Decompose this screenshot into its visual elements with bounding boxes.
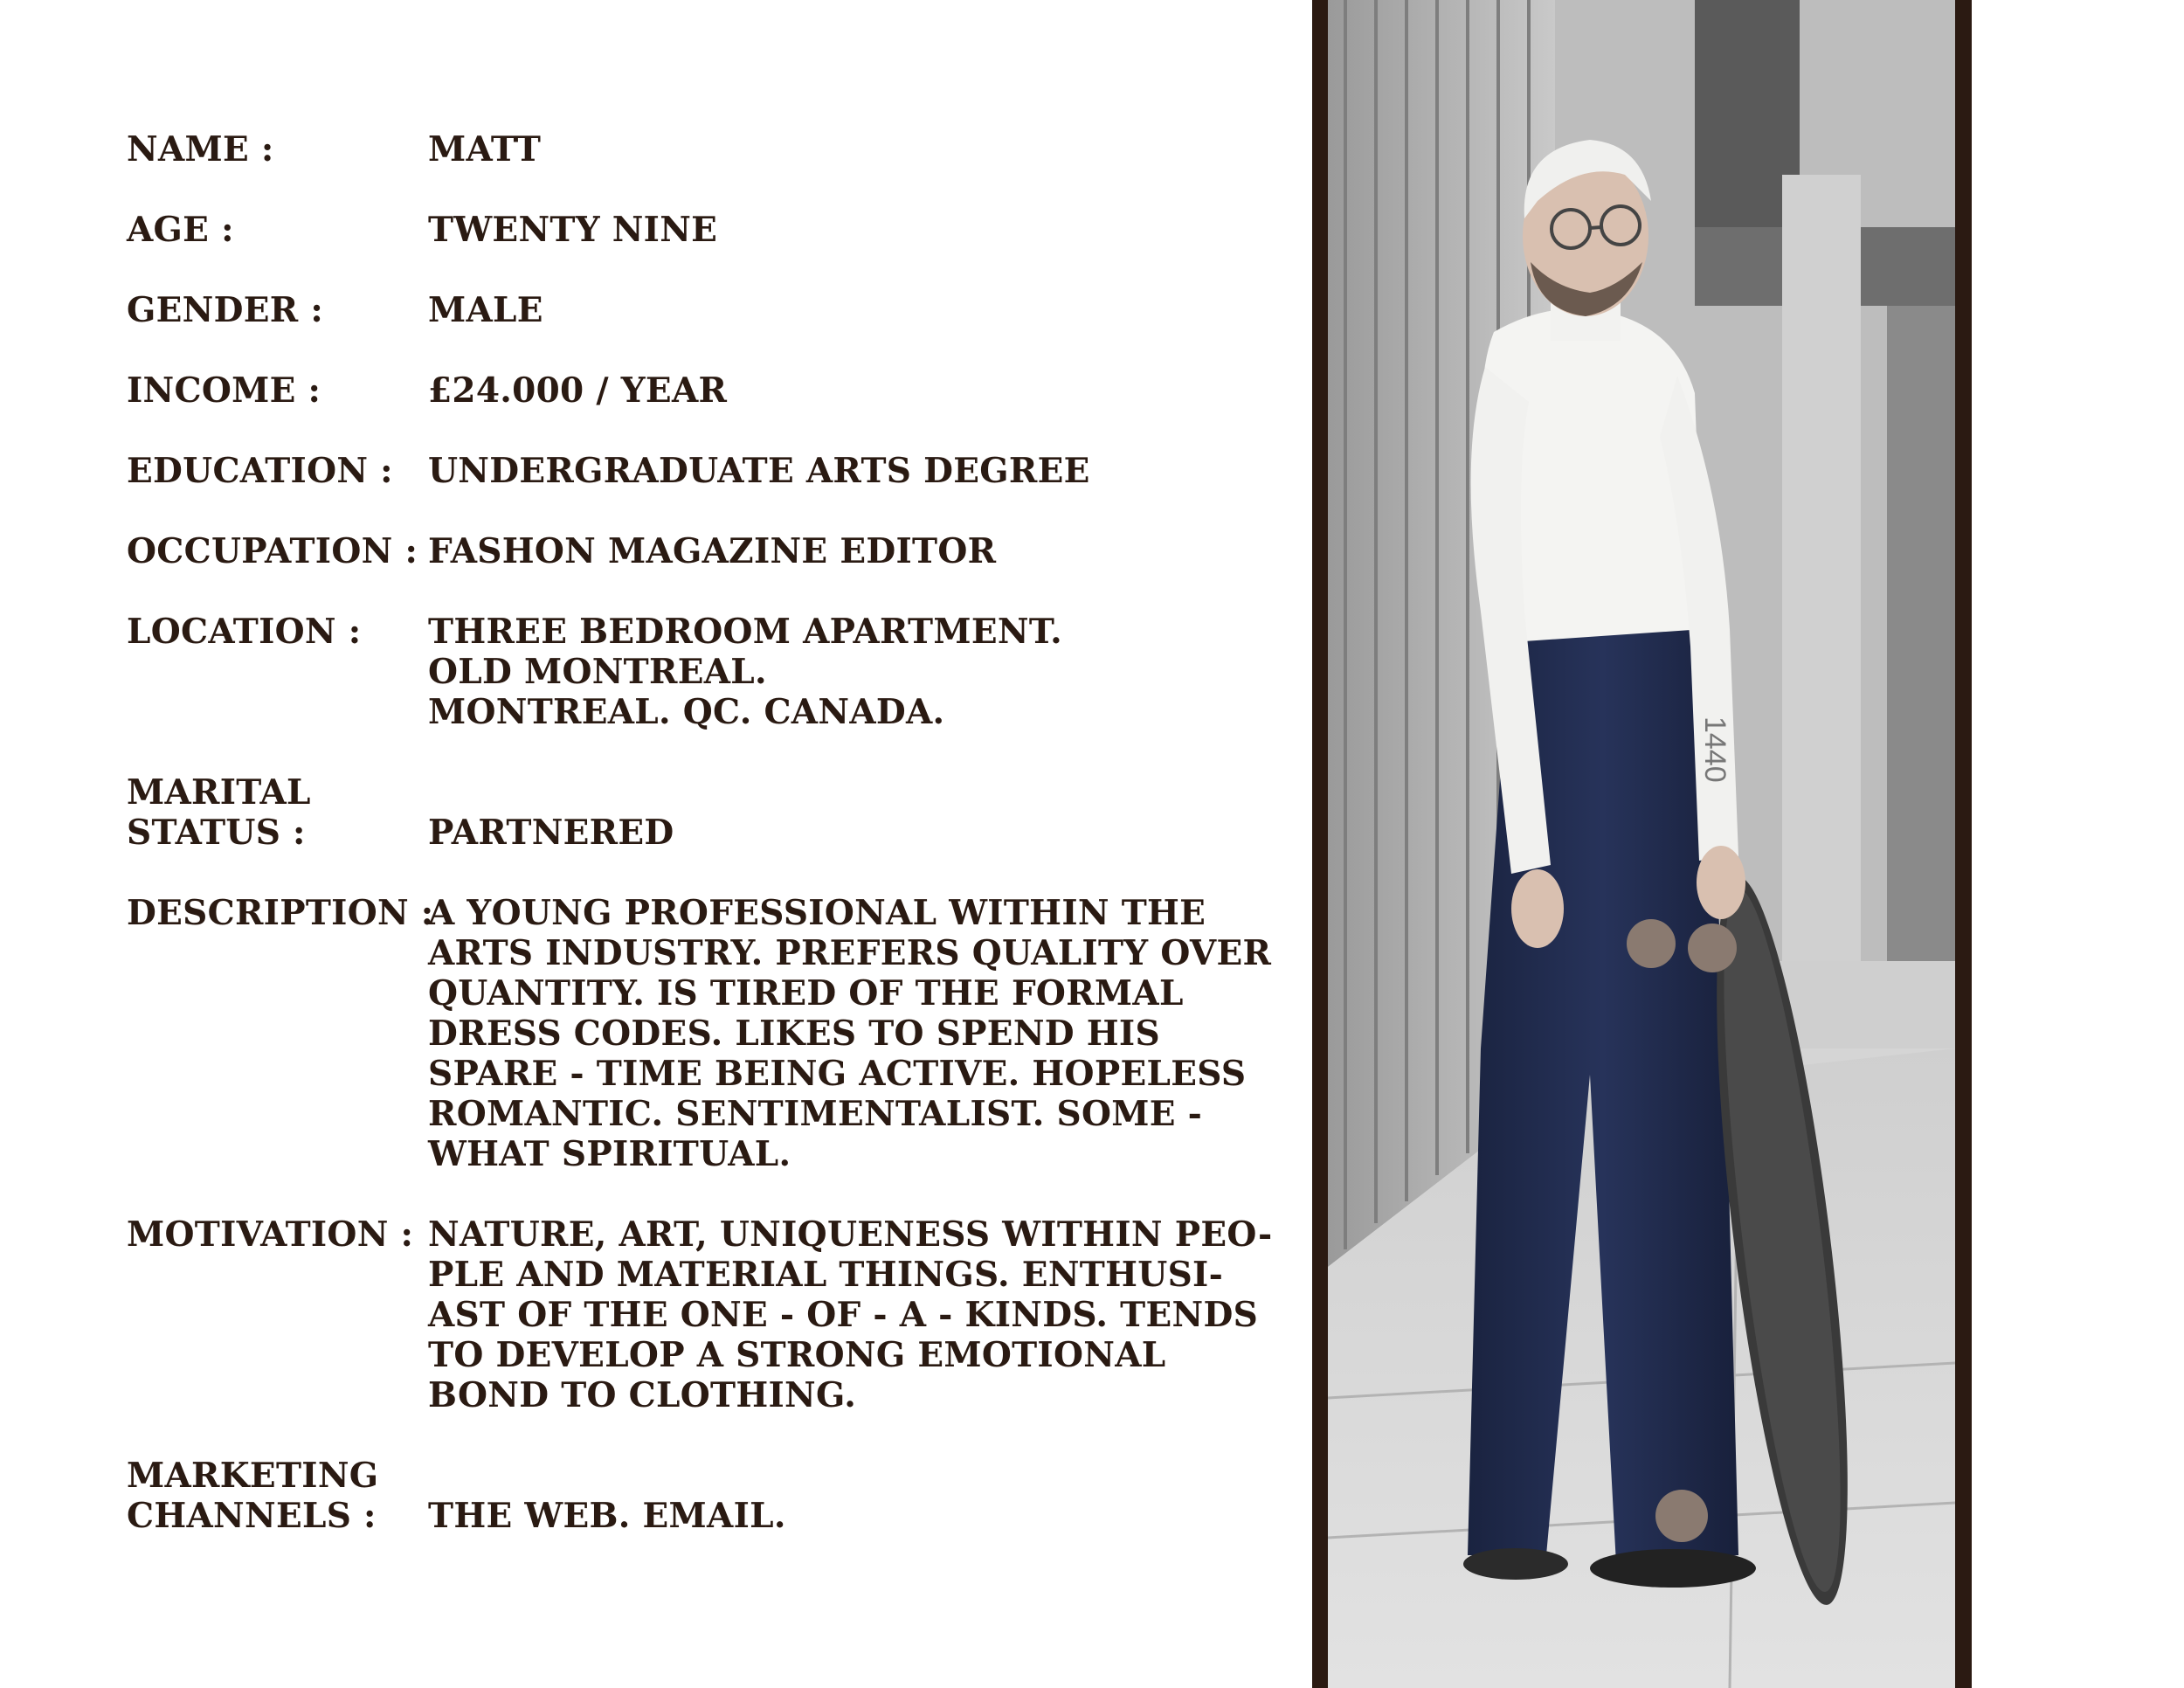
row-occupation	[127, 531, 1297, 571]
income-label: INCOME :	[127, 370, 321, 411]
row-gender	[127, 290, 1297, 330]
education-label: EDUCATION :	[127, 451, 393, 491]
row-name	[127, 129, 1297, 169]
location-value: THREE BEDROOM APARTMENT. OLD MONTREAL. MONTREAL. QC. CANADA.	[428, 612, 1062, 732]
photo-illustration	[1328, 0, 1955, 1688]
gender-value: MALE	[428, 290, 543, 330]
occupation-label: OCCUPATION :	[127, 531, 418, 571]
description-value: A YOUNG PROFESSIONAL WITHIN THE ARTS INDUSTRY. PREFERS QUALITY OVER QUANTITY. IS TIRED OF THE FORMAL DRESS CODES. LIKES TO SPEND HIS SPARE - TIME BEING ACTIVE. HOPELESS ROMANTIC. SENTIMENTALIST. SOME - WHAT SPIRITUAL.	[428, 893, 1272, 1174]
marketing-channels-label: MARKETING CHANNELS :	[127, 1456, 379, 1536]
name-value: MATT	[428, 129, 542, 169]
marital-status-label: MARITAL STATUS :	[127, 772, 311, 853]
photo-frame	[1312, 0, 1972, 1688]
row-income	[127, 370, 1297, 411]
row-marketing-channels	[127, 1456, 1297, 1536]
marital-status-value: PARTNERED	[428, 813, 674, 853]
age-label: AGE :	[127, 210, 234, 250]
persona-details	[127, 129, 1297, 1576]
motivation-value: NATURE, ART, UNIQUENESS WITHIN PEO- PLE AND MATERIAL THINGS. ENTHUSI- AST OF THE ONE - OF - A - KINDS. TENDS TO DEVELOP A STRONG EMOTIONAL BOND TO CLOTHING.	[428, 1214, 1273, 1415]
row-marital-status	[127, 772, 1297, 853]
marketing-channels-value: THE WEB. EMAIL.	[428, 1496, 786, 1536]
row-motivation	[127, 1214, 1297, 1415]
motivation-label: MOTIVATION :	[127, 1214, 414, 1255]
income-value: £24.000 / YEAR	[428, 370, 728, 411]
age-value: TWENTY NINE	[428, 210, 718, 250]
row-age	[127, 210, 1297, 250]
name-label: NAME :	[127, 129, 274, 169]
gender-label: GENDER :	[127, 290, 324, 330]
sleeve-text: 1440	[1698, 716, 1731, 783]
row-education	[127, 451, 1297, 491]
man-with-longboard-photo	[1328, 0, 1955, 1688]
description-label: DESCRIPTION :	[127, 893, 434, 933]
occupation-value: FASHON MAGAZINE EDITOR	[428, 531, 997, 571]
row-description	[127, 893, 1297, 1174]
row-location	[127, 612, 1297, 732]
education-value: UNDERGRADUATE ARTS DEGREE	[428, 451, 1090, 491]
location-label: LOCATION :	[127, 612, 362, 652]
